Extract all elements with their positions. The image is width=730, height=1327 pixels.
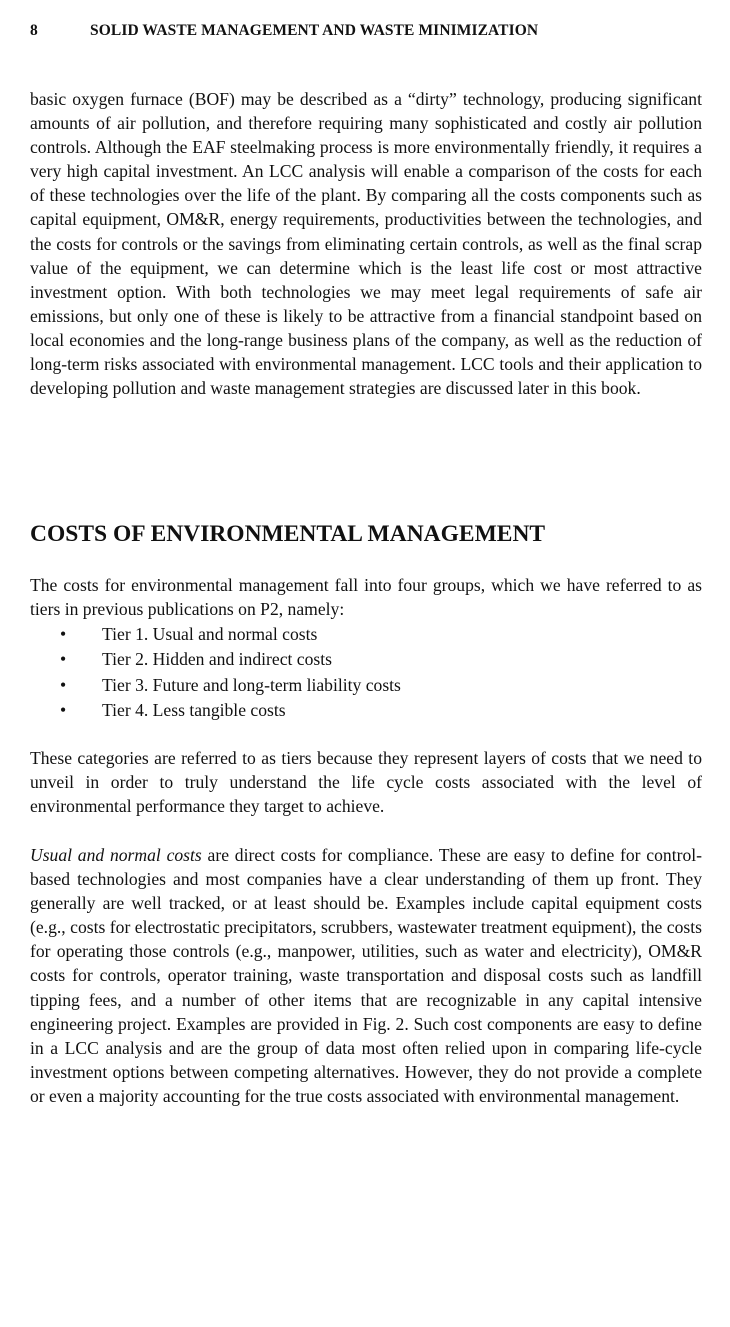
- running-head: [30, 22, 702, 44]
- section-heading: COSTS OF ENVIRONMENTAL MANAGEMENT: [30, 521, 546, 547]
- usual-costs-paragraph: [30, 843, 702, 1108]
- tier-list-item: [30, 647, 702, 672]
- intro-paragraph: basic oxygen furnace (BOF) may be described as a “dirty” technology, producing significant amounts of air pollution, and therefore requiring many sophisticated and costly air pollution controls. Although the EAF steelmaking process is more environmentally friendly, it requires a very high capital investment. An LCC analysis will enable a comparison of the costs for each of these technologies over the life of the plant. By comparing all the costs components such as capital equipment, OM&R, energy requirements, productivities between the technologies, and the costs for controls or the savings from eliminating certain controls, as well as the final scrap value of the equipment, we can determine which is the least life cost or most attractive investment option. With both technologies we may meet legal requirements of safe air emissions, but only one of these is likely to be attractive from a financial standpoint based on local economies and the long-range business plans of the company, as well as the reduction of long-term risks associated with environmental management. LCC tools and their application to developing pollution and waste management strategies are discussed later in this book.: [30, 89, 702, 399]
- bullet-icon: •: [60, 699, 67, 720]
- running-title: SOLID WASTE MANAGEMENT AND WASTE MINIMIZATION: [90, 22, 539, 39]
- tier-list-item: [30, 622, 702, 647]
- tier-label: Tier 4. Less tangible costs: [102, 699, 286, 720]
- tier-list-item: [30, 698, 702, 723]
- tier-label: Tier 3. Future and long-term liability costs: [102, 674, 401, 695]
- tier-list: [30, 622, 702, 723]
- bullet-icon: •: [60, 674, 67, 695]
- bullet-icon: •: [60, 624, 67, 644]
- section-lead-in-paragraph: The costs for environmental management fall into four groups, which we have referred to as tiers in previous publications on P2, namely:: [30, 575, 702, 620]
- tier-label: Tier 1. Usual and normal costs: [102, 624, 318, 644]
- page-number: 8: [30, 22, 38, 39]
- bullet-icon: •: [60, 649, 67, 670]
- tier-label: Tier 2. Hidden and indirect costs: [102, 649, 332, 670]
- usual-costs-term: Usual and normal costs: [30, 845, 202, 865]
- tier-list-item: [30, 673, 702, 698]
- usual-costs-text: are direct costs for compliance. These are easy to define for control-based technologies and most companies have a clear understanding of them up front. They generally are well tracked, or at least should be. Examples include capital equipment costs (e.g., costs for electrostatic precipitators, scrubbers, wastewater treatment equipment), the costs for operating those controls (e.g., manpower, utilities, such as water and electricity), OM&R costs for controls, operator training, waste transportation and disposal costs such as landfill tipping fees, and a number of other items that are recognizable in any capital intensive engineering project. Examples are provided in Fig. 2. Such cost components are easy to define in a LCC analysis and are the group of data most often relied upon in comparing life-cycle investment options between competing alternatives. However, they do not provide a complete or even a majority accounting for the true costs associated with environmental management.: [30, 845, 703, 1106]
- tiers-explanation-paragraph: These categories are referred to as tiers because they represent layers of costs that we need to unveil in order to truly understand the life cycle costs associated with the level of environmental performance they target to achieve.: [30, 748, 702, 817]
